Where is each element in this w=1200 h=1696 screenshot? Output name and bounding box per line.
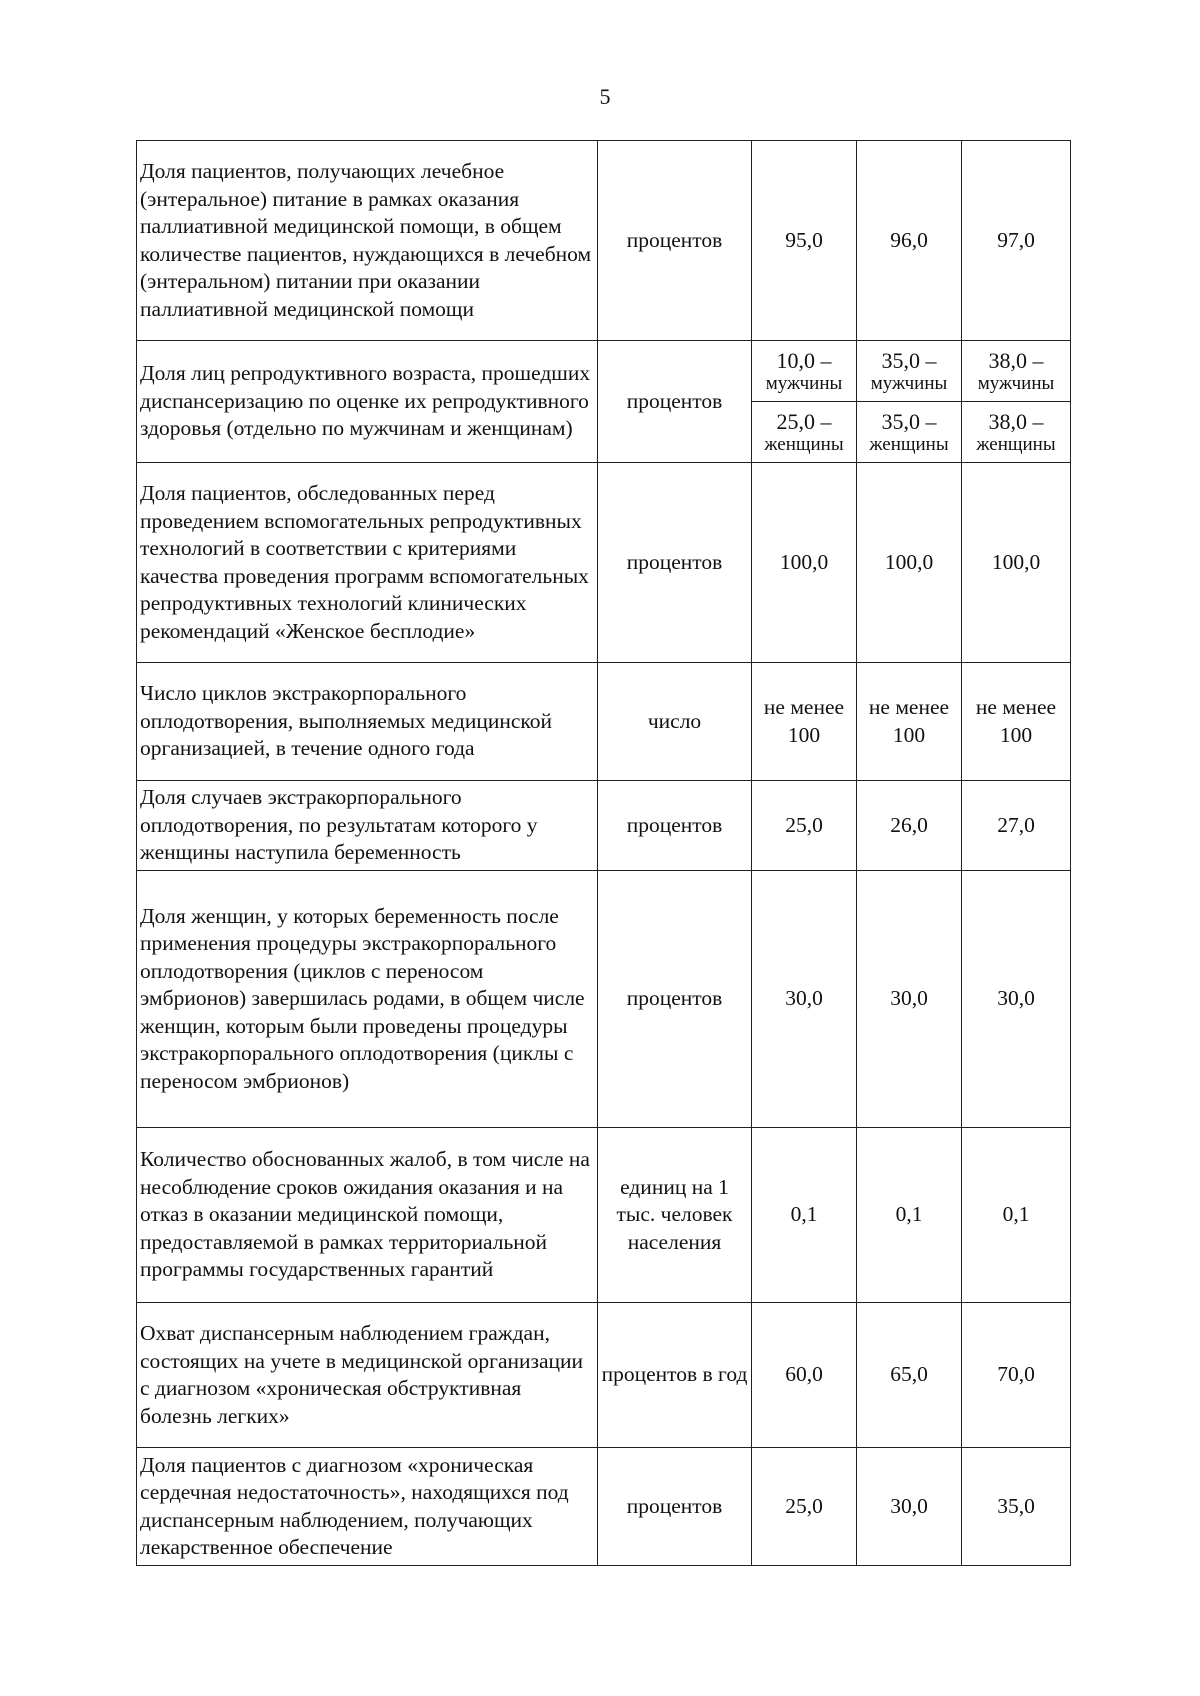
value-women-number: 25,0 – bbox=[776, 409, 832, 434]
value-women bbox=[857, 402, 962, 463]
indicator-name: Доля случаев экстракорпорального оплодотворения, по результатам которого у женщины наступила беременность bbox=[137, 781, 598, 871]
indicator-value: 0,1 bbox=[857, 1128, 962, 1303]
indicator-value: не менее 100 bbox=[962, 663, 1071, 781]
indicator-unit: единиц на 1 тыс. человек населения bbox=[598, 1128, 752, 1303]
indicator-name: Количество обоснованных жалоб, в том числе на несоблюдение сроков ожидания оказания и на отказ в оказании медицинской помощи, предоставляемой в рамках территориальной программы государственных гарантий bbox=[137, 1128, 598, 1303]
indicator-value: 65,0 bbox=[857, 1303, 962, 1448]
value-men-label: мужчины bbox=[765, 373, 843, 394]
table-row bbox=[137, 1303, 1071, 1448]
indicator-value: 100,0 bbox=[857, 463, 962, 663]
table-row bbox=[137, 663, 1071, 781]
indicator-value: 30,0 bbox=[752, 871, 857, 1128]
indicator-value: 25,0 bbox=[752, 781, 857, 871]
indicator-value: 30,0 bbox=[857, 871, 962, 1128]
value-women-number: 35,0 – bbox=[881, 409, 937, 434]
value-men-label: мужчины bbox=[977, 373, 1055, 394]
indicator-name: Доля пациентов, обследованных перед проведением вспомогательных репродуктивных технологий в соответствии с критериями качества проведения программ вспомогательных репродуктивных технологий клинических рекомендаций «Женское бесплодие» bbox=[137, 463, 598, 663]
indicator-unit: процентов bbox=[598, 341, 752, 463]
indicator-unit: процентов bbox=[598, 463, 752, 663]
table-row bbox=[137, 1128, 1071, 1303]
indicator-value: 60,0 bbox=[752, 1303, 857, 1448]
indicator-value: 35,0 bbox=[962, 1448, 1071, 1566]
value-women bbox=[962, 402, 1071, 463]
value-men-number: 38,0 – bbox=[988, 348, 1044, 373]
value-men bbox=[752, 341, 857, 402]
indicator-name: Доля женщин, у которых беременность после применения процедуры экстракорпорального оплодотворения (циклов с переносом эмбрионов) завершилась родами, в общем числе женщин, которым были проведены процедуры экстракорпорального оплодотворения (циклы с переносом эмбрионов) bbox=[137, 871, 598, 1128]
value-women-label: женщины bbox=[869, 434, 949, 455]
table-row bbox=[137, 781, 1071, 871]
indicator-unit: процентов bbox=[598, 141, 752, 341]
value-women-label: женщины bbox=[764, 434, 844, 455]
indicator-name: Доля пациентов, получающих лечебное (энтеральное) питание в рамках оказания паллиативной медицинской помощи, в общем количестве пациентов, нуждающихся в лечебном (энтеральном) питании при оказании паллиативной медицинской помощи bbox=[137, 141, 598, 341]
value-women-number: 38,0 – bbox=[988, 409, 1044, 434]
indicator-value: 0,1 bbox=[752, 1128, 857, 1303]
value-men-number: 35,0 – bbox=[881, 348, 937, 373]
indicator-value: 0,1 bbox=[962, 1128, 1071, 1303]
indicator-value: 26,0 bbox=[857, 781, 962, 871]
table-row bbox=[137, 871, 1071, 1128]
indicator-unit: процентов bbox=[598, 781, 752, 871]
table-row bbox=[137, 463, 1071, 663]
indicator-value: 70,0 bbox=[962, 1303, 1071, 1448]
indicator-name: Доля пациентов с диагнозом «хроническая сердечная недостаточность», находящихся под диспансерным наблюдением, получающих лекарственное обеспечение bbox=[137, 1448, 598, 1566]
indicator-value: 100,0 bbox=[962, 463, 1071, 663]
value-men bbox=[857, 341, 962, 402]
indicator-value: 25,0 bbox=[752, 1448, 857, 1566]
value-men bbox=[962, 341, 1071, 402]
value-women bbox=[752, 402, 857, 463]
value-women-label: женщины bbox=[976, 434, 1056, 455]
indicators-table bbox=[136, 140, 1071, 1566]
indicator-unit: процентов bbox=[598, 871, 752, 1128]
indicator-value: 97,0 bbox=[962, 141, 1071, 341]
indicator-value: не менее 100 bbox=[752, 663, 857, 781]
value-men-number: 10,0 – bbox=[776, 348, 832, 373]
indicator-name: Число циклов экстракорпорального оплодотворения, выполняемых медицинской организацией, в течение одного года bbox=[137, 663, 598, 781]
indicator-value: 95,0 bbox=[752, 141, 857, 341]
indicator-value: 96,0 bbox=[857, 141, 962, 341]
indicator-unit: число bbox=[598, 663, 752, 781]
indicator-unit: процентов в год bbox=[598, 1303, 752, 1448]
indicator-value: 27,0 bbox=[962, 781, 1071, 871]
indicator-value: 100,0 bbox=[752, 463, 857, 663]
page-number: 5 bbox=[599, 84, 611, 109]
indicator-value: 30,0 bbox=[962, 871, 1071, 1128]
indicator-value: 30,0 bbox=[857, 1448, 962, 1566]
table-row bbox=[137, 141, 1071, 341]
table-row bbox=[137, 1448, 1071, 1566]
value-men-label: мужчины bbox=[870, 373, 948, 394]
indicator-unit: процентов bbox=[598, 1448, 752, 1566]
indicator-value: не менее 100 bbox=[857, 663, 962, 781]
indicator-name: Охват диспансерным наблюдением граждан, состоящих на учете в медицинской организации с диагнозом «хроническая обструктивная болезнь легких» bbox=[137, 1303, 598, 1448]
table-row bbox=[137, 341, 1071, 402]
indicator-name: Доля лиц репродуктивного возраста, прошедших диспансеризацию по оценке их репродуктивного здоровья (отдельно по мужчинам и женщинам) bbox=[137, 341, 598, 463]
